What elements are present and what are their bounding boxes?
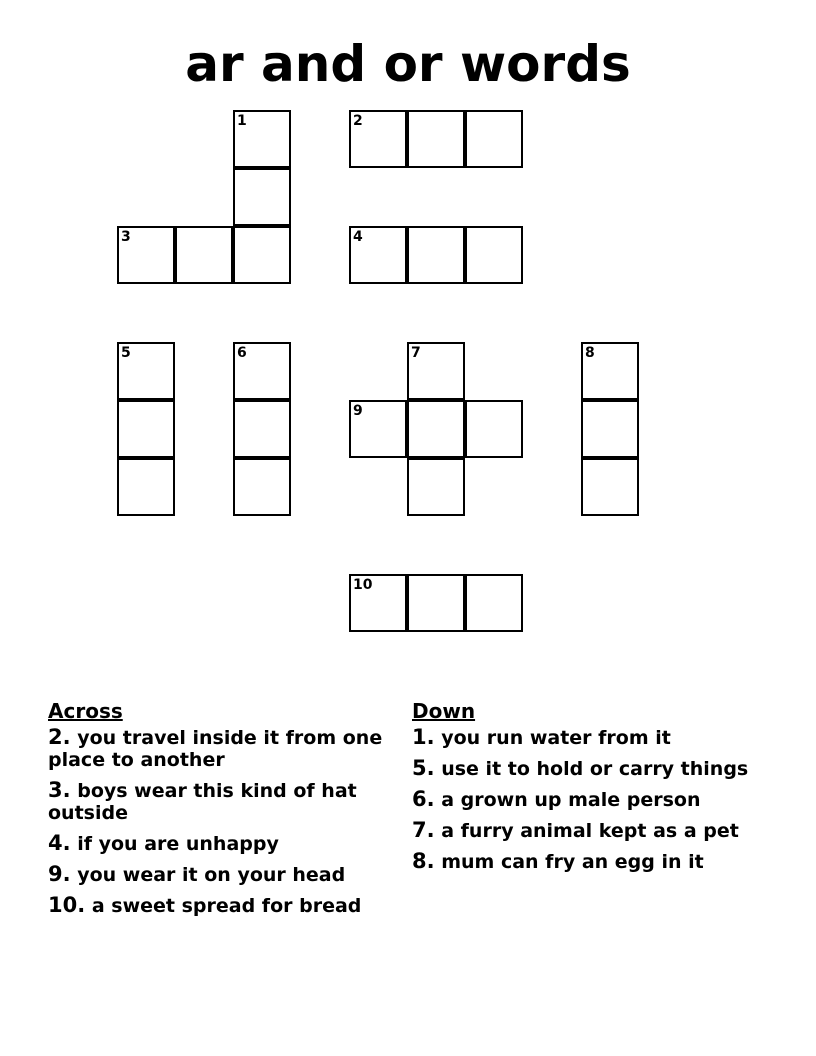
clue-item-number: 6. [412, 787, 435, 811]
grid-cell[interactable] [349, 400, 407, 458]
clue-item-text: you wear it on your head [77, 864, 346, 886]
clue-item [412, 757, 772, 780]
clue-number: 4 [353, 229, 363, 245]
clue-number: 7 [411, 345, 421, 361]
clue-item-number: 10. [48, 893, 86, 917]
grid-cell[interactable] [349, 226, 407, 284]
grid-cell[interactable] [465, 226, 523, 284]
grid-cell[interactable] [117, 400, 175, 458]
grid-cell[interactable] [407, 226, 465, 284]
clue-number: 5 [121, 345, 131, 361]
grid-cell[interactable] [407, 574, 465, 632]
grid-cell[interactable] [117, 226, 175, 284]
clue-item [412, 788, 772, 811]
grid-cell[interactable] [407, 110, 465, 168]
down-clues [412, 700, 772, 881]
grid-cell[interactable] [349, 110, 407, 168]
clue-item [48, 894, 388, 917]
grid-cell[interactable] [233, 342, 291, 400]
clue-item [412, 726, 772, 749]
puzzle-title: ar and or words [185, 35, 631, 93]
grid-cell[interactable] [233, 110, 291, 168]
clue-number: 1 [237, 113, 247, 129]
clue-item [412, 819, 772, 842]
grid-cell[interactable] [407, 400, 465, 458]
clue-item-text: a grown up male person [441, 789, 701, 811]
grid-cell[interactable] [581, 458, 639, 516]
clue-item-number: 2. [48, 725, 71, 749]
grid-cell[interactable] [349, 574, 407, 632]
clue-item [48, 832, 388, 855]
clue-number: 8 [585, 345, 595, 361]
grid-cell[interactable] [407, 342, 465, 400]
clue-item [48, 863, 388, 886]
clue-number: 6 [237, 345, 247, 361]
grid-cell[interactable] [233, 168, 291, 226]
clue-item-text: if you are unhappy [77, 833, 279, 855]
clue-item-text: a sweet spread for bread [91, 895, 362, 917]
grid-cell[interactable] [233, 400, 291, 458]
clue-item-number: 8. [412, 849, 435, 873]
grid-cell[interactable] [117, 458, 175, 516]
grid-cell[interactable] [465, 110, 523, 168]
grid-cell[interactable] [465, 574, 523, 632]
across-clues [48, 700, 388, 925]
clue-number: 9 [353, 403, 363, 419]
across-heading: Across [48, 699, 123, 723]
grid-cell[interactable] [117, 342, 175, 400]
down-heading: Down [412, 699, 476, 723]
grid-cell[interactable] [407, 458, 465, 516]
clue-item-number: 1. [412, 725, 435, 749]
clue-number: 3 [121, 229, 131, 245]
grid-cell[interactable] [233, 458, 291, 516]
clue-item-number: 7. [412, 818, 435, 842]
grid-cell[interactable] [581, 400, 639, 458]
clue-item-text: use it to hold or carry things [441, 758, 749, 780]
clue-item-text: you travel inside it from one place to another [48, 727, 383, 771]
clue-number: 10 [353, 577, 373, 593]
grid-cell[interactable] [465, 400, 523, 458]
clue-item-number: 9. [48, 862, 71, 886]
clue-item-text: mum can fry an egg in it [441, 851, 704, 873]
clue-number: 2 [353, 113, 363, 129]
clue-item-number: 5. [412, 756, 435, 780]
grid-cell[interactable] [581, 342, 639, 400]
clue-item-text: you run water from it [441, 727, 671, 749]
clue-item-text: boys wear this kind of hat outside [48, 780, 357, 824]
clue-item-number: 3. [48, 778, 71, 802]
grid-cell[interactable] [175, 226, 233, 284]
clue-item [48, 726, 388, 771]
clue-item-text: a furry animal kept as a pet [441, 820, 739, 842]
clue-item [412, 850, 772, 873]
grid-cell[interactable] [233, 226, 291, 284]
clue-item-number: 4. [48, 831, 71, 855]
clue-item [48, 779, 388, 824]
